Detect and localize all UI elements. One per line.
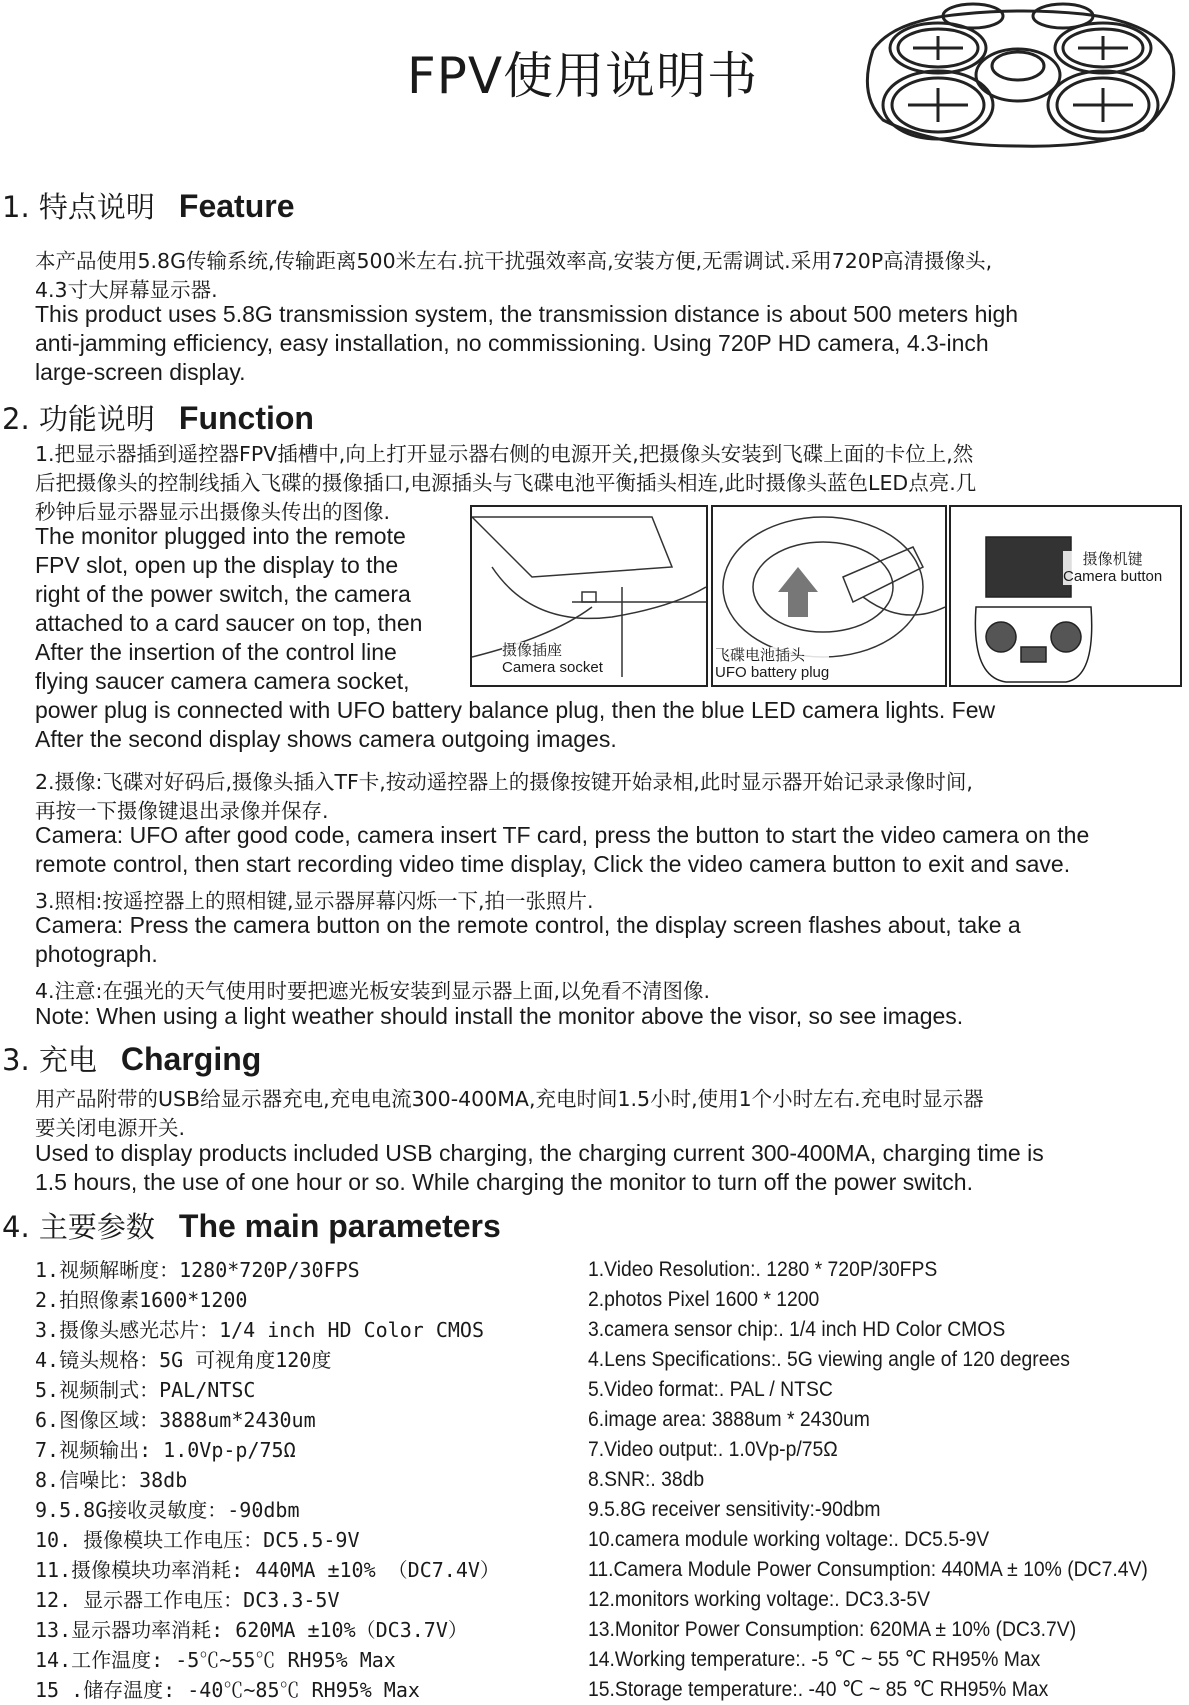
text-line: flying saucer camera camera socket, <box>35 668 410 694</box>
caption-en: Camera button <box>1063 568 1163 585</box>
section-en-title: The main parameters <box>178 1208 501 1244</box>
section-number: 3. 充电 <box>2 1043 97 1077</box>
caption-cn: 飞碟电池插头 <box>715 647 806 664</box>
param-cn-item: 6.图像区域：3888um*2430um <box>35 1408 316 1432</box>
text-line: After the second display shows camera outgoing images. <box>35 726 617 752</box>
param-cn-item: 1.视频解晰度：1280*720P/30FPS <box>35 1258 360 1282</box>
caption-cn: 摄像插座 <box>502 642 563 659</box>
text-line: After the insertion of the control line <box>35 639 397 665</box>
param-cn-item: 13.显示器功率消耗: 620MA ±10%（DC3.7V） <box>35 1618 468 1642</box>
param-en-item: 3.camera sensor chip:. 1/4 inch HD Color CMOS <box>588 1317 1006 1341</box>
param-en-item: 14.Working temperature:. -5 ℃ ~ 55 ℃ RH95% Max <box>588 1647 1041 1671</box>
text-line: remote control, then start recording video time display, Click the video camera button to exit and save. <box>35 851 1071 877</box>
photo-camera-button <box>949 505 1182 687</box>
text-line: Note: When using a light weather should install the monitor above the visor, so see images. <box>35 1003 964 1029</box>
param-cn-item: 9.5.8G接收灵敏度：-90dbm <box>35 1498 300 1522</box>
text-line: Used to display products included USB charging, the charging current 300-400MA, charging time is <box>35 1140 1044 1166</box>
text-line: power plug is connected with UFO battery balance plug, then the blue LED camera lights. Few <box>35 697 996 723</box>
param-cn-item: 12. 显示器工作电压：DC3.3-5V <box>35 1588 340 1612</box>
section-number: 4. 主要参数 <box>2 1210 155 1244</box>
param-en-item: 2.photos Pixel 1600 * 1200 <box>588 1287 820 1311</box>
text-line: Camera: Press the camera button on the remote control, the display screen flashes about, take a <box>35 912 1021 938</box>
param-en-item: 15.Storage temperature:. -40 ℃ ~ 85 ℃ RH95% Max <box>588 1677 1049 1701</box>
param-en-item: 10.camera module working voltage:. DC5.5-9V <box>588 1527 990 1551</box>
text-line: 4.3寸大屏幕显示器. <box>35 278 218 302</box>
param-cn-item: 8.信噪比：38db <box>35 1468 188 1492</box>
text-line: right of the power switch, the camera <box>35 581 411 607</box>
param-en-item: 1.Video Resolution:. 1280 * 720P/30FPS <box>588 1257 938 1281</box>
ufo-drone-illustration <box>853 0 1183 150</box>
text-line: 2.摄像:飞碟对好码后,摄像头插入TF卡,按动遥控器上的摄像按键开始录相,此时显示器开始记录录像时间, <box>35 770 973 794</box>
text-line: 后把摄像头的控制线插入飞碟的摄像插口,电源插头与飞碟电池平衡插头相连,此时摄像头蓝色LED点亮.几 <box>35 471 977 495</box>
param-en-item: 12.monitors working voltage:. DC3.3-5V <box>588 1587 931 1611</box>
page-title: FPV使用说明书 <box>407 47 759 105</box>
remote-control-sketch <box>951 507 1180 685</box>
param-en-item: 8.SNR:. 38db <box>588 1467 705 1491</box>
param-cn-item: 15 .储存温度: -40℃~85℃ RH95% Max <box>35 1678 420 1702</box>
caption-en: UFO battery plug <box>715 664 830 681</box>
param-cn-item: 11.摄像模块功率消耗: 440MA ±10% （DC7.4V） <box>35 1558 500 1582</box>
text-line: 本产品使用5.8G传输系统,传输距离500米左右.抗干扰强效率高,安装方便,无需调试.采用720P高清摄像头, <box>35 249 993 273</box>
text-line: Camera: UFO after good code, camera insert TF card, press the button to start the video camera on the <box>35 822 1090 848</box>
text-line: 秒钟后显示器显示出摄像头传出的图像. <box>35 500 391 524</box>
section-number: 1. 特点说明 <box>2 190 155 224</box>
text-line: This product uses 5.8G transmission system, the transmission distance is about 500 meters high <box>35 301 1019 327</box>
text-line: 1.把显示器插到遥控器FPV插槽中,向上打开显示器右侧的电源开关,把摄像头安装到飞碟上面的卡位上,然 <box>35 442 974 466</box>
param-cn-item: 2.拍照像素1600*1200 <box>35 1288 248 1312</box>
section-en-title: Feature <box>178 188 295 224</box>
param-en-item: 11.Camera Module Power Consumption: 440MA ± 10% (DC7.4V) <box>588 1557 1148 1581</box>
param-en-item: 4.Lens Specifications:. 5G viewing angle of 120 degrees <box>588 1347 1070 1371</box>
param-cn-item: 4.镜头规格：5G 可视角度120度 <box>35 1348 332 1372</box>
photo-camera-socket <box>470 505 708 687</box>
text-line: The monitor plugged into the remote <box>35 523 406 549</box>
text-line: 要关闭电源开关. <box>35 1116 186 1140</box>
param-cn-item: 10. 摄像模块工作电压：DC5.5-9V <box>35 1528 360 1552</box>
section-en-title: Charging <box>120 1041 262 1077</box>
text-line: anti-jamming efficiency, easy installation, no commissioning. Using 720P HD camera, 4.3-inch <box>35 330 989 356</box>
text-line: large-screen display. <box>35 359 246 385</box>
param-cn-item: 14.工作温度: -5℃~55℃ RH95% Max <box>35 1648 396 1672</box>
section-en-title: Function <box>178 400 314 436</box>
text-line: 1.5 hours, the use of one hour or so. While charging the monitor to turn off the power switch. <box>35 1169 973 1195</box>
caption-cn: 摄像机键 <box>1082 551 1143 568</box>
text-line: 再按一下摄像键退出录像并保存. <box>35 799 329 823</box>
param-en-item: 9.5.8G receiver sensitivity:-90dbm <box>588 1497 881 1521</box>
text-line: photograph. <box>35 941 158 967</box>
caption-en: Camera socket <box>502 659 603 676</box>
param-en-item: 6.image area: 3888um * 2430um <box>588 1407 870 1431</box>
section-heading-feature <box>2 185 294 226</box>
text-line: 用产品附带的USB给显示器充电,充电电流300-400MA,充电时间1.5小时,使用1个小时左右.充电时显示器 <box>35 1087 984 1111</box>
param-en-item: 13.Monitor Power Consumption: 620MA ± 10% (DC3.7V) <box>588 1617 1077 1641</box>
text-line: 3.照相:按遥控器上的照相键,显示器屏幕闪烁一下,拍一张照片. <box>35 889 594 913</box>
param-en-item: 5.Video format:. PAL / NTSC <box>588 1377 833 1401</box>
photo-ufo-battery-plug <box>711 505 947 687</box>
section-heading-params <box>2 1205 501 1246</box>
param-cn-item: 3.摄像头感光芯片：1/4 inch HD Color CMOS <box>35 1318 484 1342</box>
text-line: FPV slot, open up the display to the <box>35 552 399 578</box>
section-heading-function <box>2 397 314 438</box>
param-cn-item: 5.视频制式：PAL/NTSC <box>35 1378 256 1402</box>
param-en-item: 7.Video output:. 1.0Vp-p/75Ω <box>588 1437 838 1461</box>
section-heading-charging <box>2 1038 261 1079</box>
text-line: 4.注意:在强光的天气使用时要把遮光板安装到显示器上面,以免看不清图像. <box>35 979 710 1003</box>
section-number: 2. 功能说明 <box>2 402 155 436</box>
text-line: attached to a card saucer on top, then <box>35 610 423 636</box>
param-cn-item: 7.视频输出: 1.0Vp-p/75Ω <box>35 1438 296 1462</box>
